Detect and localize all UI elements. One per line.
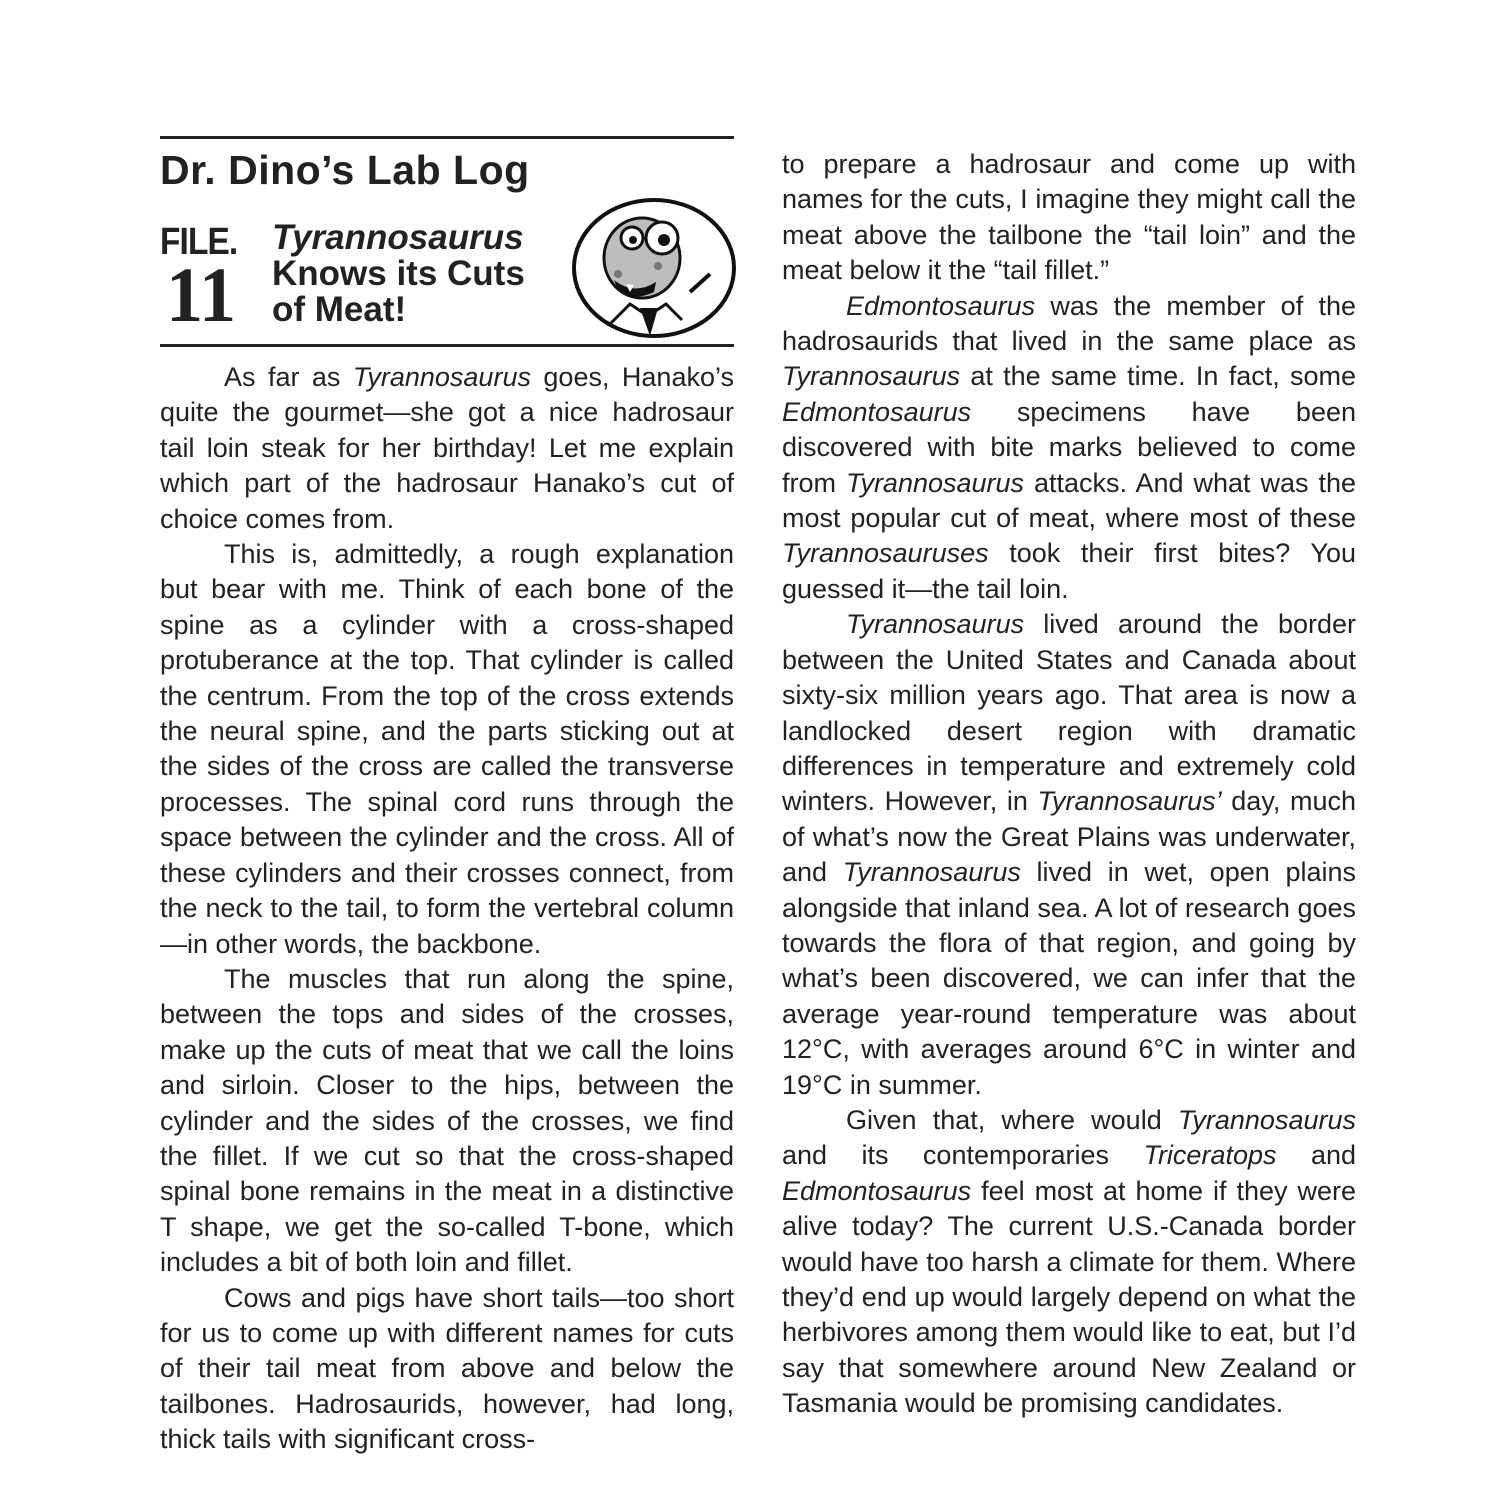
file-title — [272, 220, 525, 328]
left-paragraph-4: Cows and pigs have short tails—too short for us to come up with different names for cuts of their tail meat from above and below the tailbones. Hadrosaurids, however, had long, thick tails with significant cross- — [160, 1282, 734, 1455]
file-title-line-3: of Meat! — [272, 290, 407, 329]
header-top-rule — [160, 136, 734, 139]
file-number: 11 — [166, 251, 237, 338]
file-title-line-1: Tyrannosaurus — [272, 218, 524, 257]
left-paragraph-1: As far as Tyrannosaurus goes, Hanako’s quite the gourmet—she got a nice hadrosaur tail loin steak for her birthday! Let me explain which part of the hadrosaur Hanako’s cut of choice comes from. — [160, 362, 734, 534]
right-column — [782, 147, 1356, 1422]
right-paragraph-0: to prepare a hadrosaur and come up with names for the cuts, I imagine they might call the meat above the tailbone the “tail loin” and the meat below it the “tail fillet.” — [782, 149, 1356, 286]
log-title: Dr. Dino’s Lab Log — [160, 147, 530, 193]
left-column — [160, 360, 734, 1458]
right-paragraph-2: Tyrannosaurus lived around the border between the United States and Canada about sixty-six million years ago. That area is now a landlocked desert region with dramatic differences in temperature and extremely cold winters. However, in Tyrannosaurus’ day, much of what’s now the Great Plains was underwater, and Tyrannosaurus lived in wet, open plains alongside that inland sea. A lot of research goes towards the flora of that region, and going by what’s been discovered, we can infer that the average year-round temperature was about 12°C, with averages around 6°C in winter and 19°C in summer. — [782, 609, 1356, 1100]
file-label: FILE. — [160, 221, 238, 263]
left-paragraph-2: This is, admittedly, a rough explanation but bear with me. Think of each bone of the spine as a cylinder with a cross-shaped protuberance at the top. That cylinder is called the centrum. From the top of the cross extends the neural spine, and the parts sticking out at the sides of the cross are called the transverse processes. The spinal cord runs through the space between the cylinder and the cross. All of these cylinders and their crosses connect, from the neck to the tail, to form the vertebral column—in other words, the backbone. — [160, 539, 734, 959]
left-paragraph-3: The muscles that run along the spine, between the tops and sides of the crosses, make up the cuts of meat that we call the loins and sirloin. Closer to the hips, between the cylinder and the sides of the crosses, we find the fillet. If we cut so that the cross-shaped spinal bone remains in the meat in a distinctive T shape, we get the so-called T-bone, which includes a bit of both loin and fillet. — [160, 963, 734, 1278]
file-title-line-2: Knows its Cuts — [272, 254, 525, 293]
header-bottom-rule — [160, 344, 734, 347]
right-paragraph-1: Edmontosaurus was the member of the hadrosaurids that lived in the same place as Tyrannosaurus at the same time. In fact, some Edmontosaurus specimens have been discovered with bite marks believed to come from Tyrannosaurus attacks. And what was the most popular cut of meat, where most of these Tyrannosauruses took their first bites? You guessed it—the tail loin. — [782, 290, 1356, 604]
dr-dino-avatar-icon — [570, 196, 736, 340]
right-paragraph-3: Given that, where would Tyrannosaurus and its contemporaries Triceratops and Edmontosaurus feel most at home if they were alive today? The current U.S.-Canada border would have too harsh a climate for them. Where they’d end up would largely depend on what the herbivores among them would like to eat, but I’d say that somewhere around New Zealand or Tasmania would be promising candidates. — [782, 1104, 1356, 1419]
